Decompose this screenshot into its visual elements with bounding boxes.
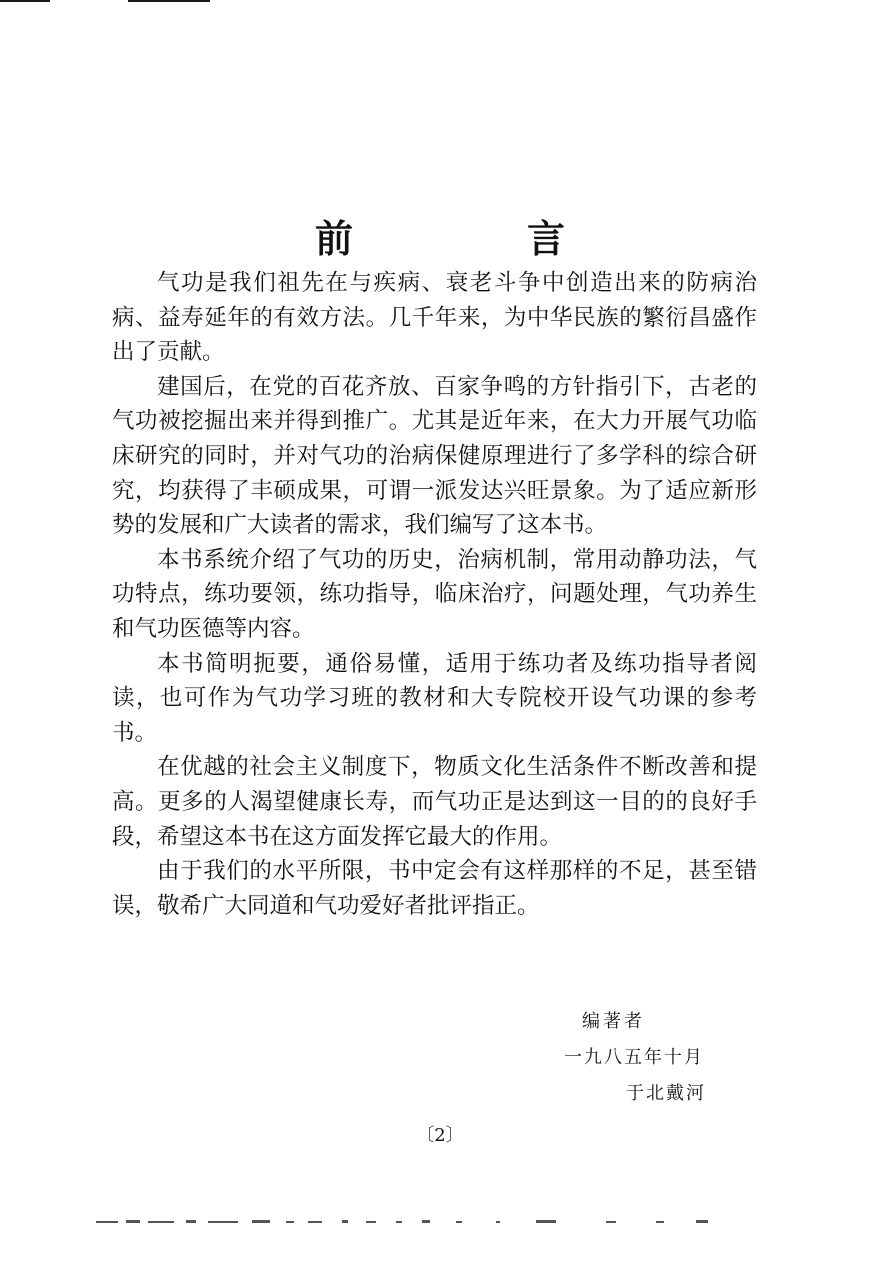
paragraph-2: 建国后，在党的百花齐放、百家争鸣的方针指引下，古老的气功被挖掘出来并得到推广。尤其是近年来，在大力开展气功临床研究的同时，并对气功的治病保健原理进行了多学科的综合研究，均获得了丰硕成果，可谓一派发达兴旺景象。为了适应新形势的发展和广大读者的需求，我们编写了这本书。 <box>112 373 757 539</box>
page-number: 〔2〕 <box>416 1125 464 1146</box>
signature-place: 于北戴河 <box>626 1083 706 1104</box>
scan-edge-mark-left <box>0 0 50 2</box>
page-title: 前 言 <box>314 216 633 262</box>
signature-date: 一九八五年十月 <box>564 1047 704 1068</box>
paragraph-5: 在优越的社会主义制度下，物质文化生活条件不断改善和提高。更多的人渴望健康长寿，而气功正是达到这一目的的良好手段，希望这本书在这方面发挥它最大的作用。 <box>112 754 757 850</box>
paragraph-6: 由于我们的水平所限，书中定会有这样那样的不足，甚至错误，敬希广大同道和气功爱好者批评指正。 <box>112 858 757 919</box>
paragraph-1: 气功是我们祖先在与疾病、衰老斗争中创造出来的防病治病、益寿延年的有效方法。几千年来，为中华民族的繁衍昌盛作出了贡献。 <box>112 270 757 366</box>
paragraph-4: 本书简明扼要，通俗易懂，适用于练功者及练功指导者阅读，也可作为气功学习班的教材和大专院校开设气功课的参考书。 <box>112 650 757 746</box>
paragraph-3: 本书系统介绍了气功的历史，治病机制，常用动静功法，气功特点，练功要领，练功指导，临床治疗，问题处理，气功养生和气功医德等内容。 <box>112 546 757 642</box>
scan-bottom-artifact <box>96 1218 736 1226</box>
signature-author: 编著者 <box>582 1011 645 1032</box>
preface-body <box>112 266 757 923</box>
scan-edge-mark-middle <box>128 0 210 2</box>
